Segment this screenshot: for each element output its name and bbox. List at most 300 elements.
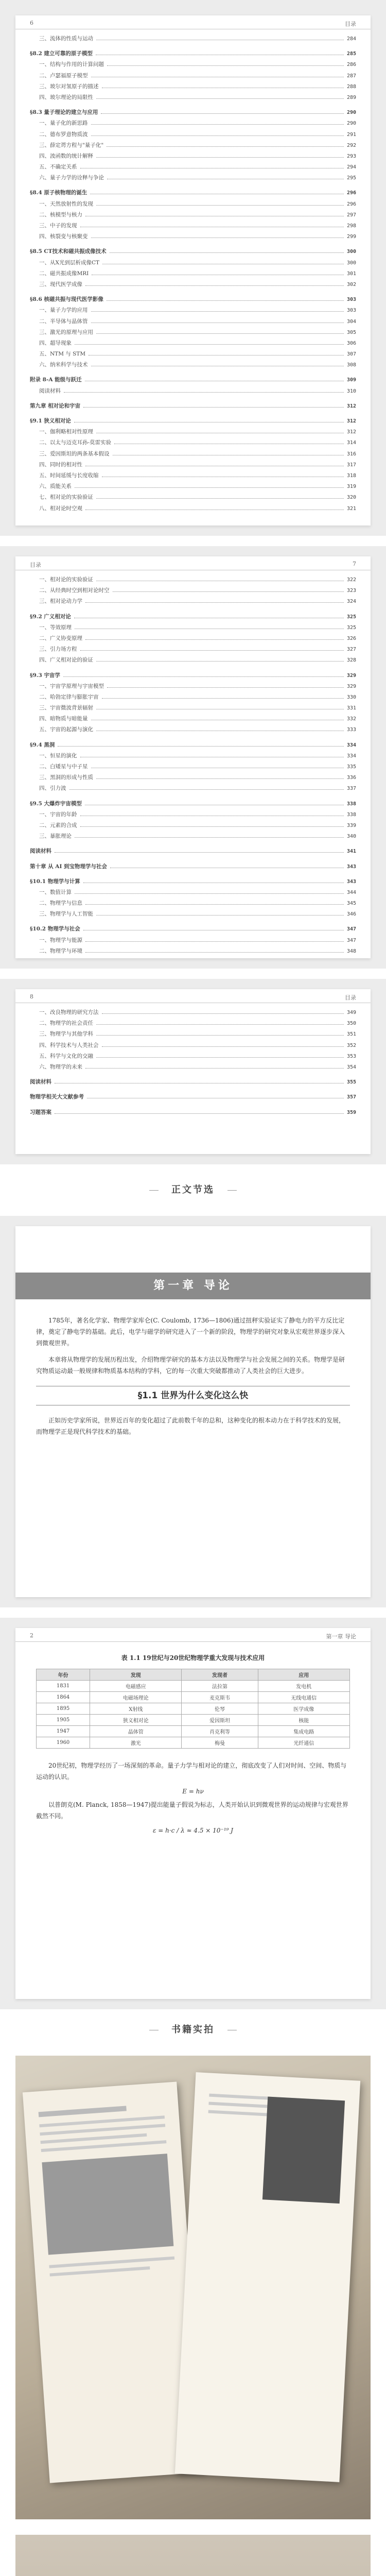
toc-leader-dots [58, 746, 344, 747]
toc-leader-dots [85, 952, 344, 953]
chapter-intro-paragraph: 1785年，著名化学家、物理学家库仑(C. Coulomb, 1736—1806)通过扭秤实验证实了静电力的平方反比定律，奠定了静电学的基础。此后，电学与磁学的研究进入了一个新的阶段，物理学的研究对象从宏观世界逐步深入到微观世界。 [36, 1317, 345, 1347]
toc-entry [30, 338, 356, 349]
table-cell: 晶体管 [90, 1726, 182, 1737]
toc-entry [30, 1051, 356, 1062]
table-cell: 无线电通信 [258, 1692, 349, 1703]
toc-leader-dots [75, 344, 344, 345]
page-number: 2 [30, 1632, 33, 1639]
toc-entry-page: 294 [346, 164, 356, 171]
table-cell: 狭义相对论 [90, 1715, 182, 1726]
toc-leader-dots [96, 915, 344, 916]
toc-entry-title: 四、核裂变与核聚变 [39, 233, 88, 240]
excerpt-panel [0, 1618, 386, 2009]
table-header-cell: 年份 [37, 1669, 90, 1681]
toc-entry-page: 292 [346, 142, 356, 148]
toc-entry-title: 阅读材料 [30, 1079, 51, 1086]
toc-entry-page: 299 [346, 234, 356, 240]
toc-entry-title: 一、宇宙的年龄 [39, 811, 77, 818]
toc-entry-title: 二、元素的合成 [39, 822, 77, 828]
toc-entry-page: 308 [346, 362, 356, 368]
toc-entry-page: 340 [346, 834, 356, 840]
toc-entry-page: 329 [346, 672, 356, 679]
toc-entry-page: 352 [346, 1042, 356, 1048]
toc-leader-dots [102, 1046, 344, 1047]
toc-leader-dots [96, 498, 344, 499]
toc-entry-page: 291 [346, 131, 356, 138]
toc-entry-page: 343 [346, 863, 356, 870]
toc-entry-title: 三、物理学与其他学科 [39, 1031, 93, 1038]
toc-leader-dots [85, 602, 344, 603]
table-header-cell: 应用 [258, 1669, 349, 1681]
section-divider-photos [0, 2020, 386, 2040]
toc-entry [30, 210, 356, 221]
toc-entry-title: 二、哈勃定律与膨胀宇宙 [39, 693, 99, 700]
toc-entry [30, 612, 356, 622]
toc-entry-title: 二、物理学的社会责任 [39, 1020, 93, 1027]
toc-page-1 [15, 15, 371, 526]
toc-entry-title: §9.1 狭义相对论 [30, 418, 71, 424]
toc-entry [30, 1092, 356, 1103]
toc-entry-title: 二、卢瑟福原子模型 [39, 72, 88, 79]
toc-entry-title: §9.2 广义相对论 [30, 613, 71, 620]
toc-entry-title: 一、天然放射性的发现 [39, 200, 93, 207]
book-photo-open-pages [15, 2056, 371, 2519]
toc-leader-dots [96, 98, 344, 99]
toc-entry-page: 347 [346, 937, 356, 943]
toc-entry-title: 一、伽利略相对性原理 [39, 429, 93, 435]
body-paragraph: 以普朗克(M. Planck, 1858—1947)提出能量子假说为标志，人类开始认识到微观世界的运动规律与宏观世界截然不同。 [36, 1801, 348, 1820]
table-cell: X射线 [90, 1703, 182, 1715]
table-row [37, 1715, 350, 1726]
toc-leader-dots [85, 285, 344, 286]
toc-entry-page: 353 [346, 1053, 356, 1059]
toc-entry [30, 703, 356, 714]
toc-entry [30, 1007, 356, 1018]
table-cell: 电磁感应 [90, 1681, 182, 1692]
toc-entry [30, 188, 356, 198]
toc-page-header [15, 989, 371, 1003]
table-cell: 光纤通信 [258, 1737, 349, 1749]
toc-entry [30, 1062, 356, 1073]
toc-entry-title: 一、数值计算 [39, 889, 72, 895]
toc-entry-page: 285 [346, 51, 356, 57]
toc-entry [30, 924, 356, 935]
toc-entry-page: 290 [346, 121, 356, 127]
table-cell: 核能 [258, 1715, 349, 1726]
toc-entry-title: §9.4 黑洞 [30, 741, 55, 748]
toc-entry-title: 附录 8-A 能级与跃迁 [30, 377, 82, 383]
toc-entry-title: §8.3 量子理论的建立与应用 [30, 109, 98, 116]
toc-entry [30, 470, 356, 481]
toc-entry-page: 309 [346, 377, 356, 383]
toc-leader-dots [85, 1068, 344, 1069]
toc-entry-page: 310 [346, 388, 356, 394]
toc-entry [30, 460, 356, 470]
toc-entry-page: 314 [346, 440, 356, 446]
toc-entry-title: 三、暴胀理论 [39, 833, 72, 840]
toc-entry-page: 349 [346, 1010, 356, 1015]
toc-entry [30, 1107, 356, 1118]
toc-entry-title: 六、质能关系 [39, 483, 72, 490]
chapter-intro-paragraph: 本章将从物理学的发展历程出发，介绍物理学研究的基本方法以及物理学与社会发展之间的关系。物理学是研究物质运动最一般规律和物质基本结构的学科，它的每一次重大突破都推动了人类社会的巨大进步。 [36, 1356, 345, 1375]
toc-entry-page: 303 [346, 308, 356, 314]
toc-entry [30, 349, 356, 360]
toc-entry [30, 305, 356, 316]
toc-entry-title: 一、结构与作用的计算问题 [39, 61, 104, 68]
section-divider-label: 书籍实拍 [171, 2024, 215, 2035]
toc-entry-title: 二、广义协变原理 [39, 635, 82, 641]
toc-leader-dots [85, 639, 344, 640]
toc-entry-page: 337 [346, 786, 356, 792]
toc-entry-page: 320 [346, 495, 356, 501]
chapter-title-band: 第一章 导论 [15, 1273, 371, 1299]
toc-entry [30, 129, 356, 140]
table-cell: 电磁场理论 [90, 1692, 182, 1703]
book-page-right-image [175, 2072, 360, 2482]
toc-entry [30, 633, 356, 644]
toc-entry-page: 334 [346, 753, 356, 759]
toc-entry-page: 288 [346, 83, 356, 90]
toc-entry [30, 258, 356, 268]
toc-entry-title: 一、量子化的新思路 [39, 120, 88, 127]
toc-entry [30, 33, 356, 44]
toc-entry-page: 290 [346, 110, 356, 116]
toc-entry [30, 360, 356, 370]
toc-entry [30, 151, 356, 162]
toc-entry-page: 357 [346, 1094, 356, 1100]
toc-leader-dots [75, 487, 344, 488]
toc-list [15, 29, 371, 519]
toc-leader-dots [80, 650, 344, 651]
table-cell: 发电机 [258, 1681, 349, 1692]
toc-leader-dots [83, 407, 344, 408]
toc-entry-page: 339 [346, 822, 356, 828]
toc-entry-title: 二、核模型与核力 [39, 211, 82, 218]
toc-entry-title: 阅读材料 [39, 387, 61, 394]
chapter-panel [0, 1216, 386, 1607]
toc-entry [30, 492, 356, 503]
toc-entry-title: 五、宇宙的起源与演化 [39, 726, 93, 733]
page-number: 7 [353, 561, 356, 567]
page-number: 6 [30, 20, 33, 26]
toc-entry-title: 四、超导现象 [39, 340, 72, 346]
body-paragraph: 20世纪初，物理学经历了一场深刻的革命。量子力学与相对论的建立，彻底改变了人们对时间、空间、物质与运动的认识。 [36, 1762, 347, 1781]
toc-leader-dots [113, 591, 344, 592]
toc-leader-dots [101, 113, 344, 114]
toc-entry [30, 246, 356, 257]
toc-leader-dots [102, 698, 344, 699]
toc-entry-page: 286 [346, 62, 356, 68]
section-paragraph: 正如历史学家所说，世界近百年的变化超过了此前数千年的总和，这种变化的根本动力在于科学技术的发展，而物理学正是现代科学技术的基础。 [36, 1417, 345, 1435]
toc-entry-title: 四、暗物质与暗能量 [39, 716, 88, 722]
toc-entry-title: 二、物理学与环境 [39, 947, 82, 954]
toc-list [15, 1003, 371, 1123]
toc-entry-title: 三、爱因斯坦的两条基本假设 [39, 450, 110, 457]
toc-entry [30, 831, 356, 842]
toc-entry-title: 四、玻尔理论的局限性 [39, 94, 93, 100]
toc-entry-page: 317 [346, 462, 356, 468]
toc-entry [30, 1029, 356, 1040]
toc-leader-dots [63, 676, 344, 677]
toc-entry-title: 三、引力场方程 [39, 646, 77, 653]
toc-entry-title: 八、相对论时空观 [39, 505, 82, 512]
toc-leader-dots [64, 392, 344, 393]
toc-leader-dots [110, 252, 344, 253]
toc-entry [30, 401, 356, 412]
toc-entry-title: 二、磁共振成像MRI [39, 270, 89, 277]
toc-entry [30, 386, 356, 397]
toc-entry-title: 四、科学技术与人类社会 [39, 1042, 99, 1048]
toc-entry [30, 574, 356, 585]
toc-entry [30, 294, 356, 305]
toc-page-header [15, 15, 371, 29]
toc-entry [30, 809, 356, 820]
toc-entry-page: 341 [346, 849, 356, 855]
toc-entry-title: 一、量子力学的应用 [39, 307, 88, 314]
toc-leader-dots [96, 1035, 344, 1036]
toc-entry-title: 二、白矮星与中子星 [39, 764, 88, 770]
table-cell: 伦琴 [182, 1703, 258, 1715]
toc-entry-title: §8.2 建立可靠的原子模型 [30, 50, 93, 57]
table-cell: 肖克利等 [182, 1726, 258, 1737]
toc-entry-page: 324 [346, 599, 356, 605]
toc-entry-page: 327 [346, 647, 356, 653]
page-running-head: 目录 [345, 994, 356, 1001]
toc-entry [30, 279, 356, 290]
toc-entry-title: 一、宇宙学原理与宇宙模型 [39, 683, 104, 689]
toc-entry [30, 909, 356, 920]
toc-entry-page: 284 [346, 36, 356, 42]
page-running-head: 第一章 导论 [326, 1633, 356, 1640]
toc-entry [30, 221, 356, 231]
toc-entry-page: 306 [346, 340, 356, 346]
toc-entry-page: 316 [346, 451, 356, 457]
toc-leader-dots [96, 205, 344, 206]
toc-leader-dots [96, 333, 344, 334]
toc-entry-page: 312 [346, 418, 356, 424]
toc-entry [30, 375, 356, 385]
table-cell: 法拉第 [182, 1681, 258, 1692]
book-page-left-image [23, 2081, 204, 2483]
table-row [37, 1681, 350, 1692]
toc-entry-page: 319 [346, 484, 356, 490]
formula: E = hν [182, 1788, 204, 1795]
toc-entry [30, 655, 356, 666]
toc-entry-title: 四、波函数的统计解释 [39, 152, 93, 159]
toc-entry [30, 692, 356, 703]
toc-entry-page: 344 [346, 889, 356, 895]
toc-entry [30, 898, 356, 909]
toc-entry-page: 325 [346, 614, 356, 620]
toc-entry [30, 585, 356, 596]
toc-entry-page: 329 [346, 683, 356, 689]
toc-entry-page: 359 [346, 1109, 356, 1115]
toc-entry-title: 三、现代医学成像 [39, 281, 82, 287]
toc-entry-title: 二、以太与迈克耳孙-莫雷实验 [39, 439, 112, 446]
toc-entry [30, 449, 356, 460]
toc-entry [30, 670, 356, 681]
table-body [37, 1681, 350, 1749]
table-row [37, 1703, 350, 1715]
toc-entry [30, 437, 356, 448]
toc-entry [30, 231, 356, 242]
table-cell: 梅曼 [182, 1737, 258, 1749]
toc-entry-page: 328 [346, 657, 356, 664]
toc-entry [30, 644, 356, 655]
toc-entry-title: 一、从X光到层析成像CT [39, 259, 100, 266]
toc-entry-title: 四、引力波 [39, 785, 66, 792]
toc-entry-page: 321 [346, 505, 356, 512]
toc-entry [30, 887, 356, 898]
toc-entry-title: 三、物理学与人工智能 [39, 911, 93, 918]
toc-entry-page: 312 [346, 429, 356, 435]
toc-entry-title: §10.1 物理学与计算 [30, 878, 80, 885]
toc-entry-page: 343 [346, 878, 356, 885]
table-cell: 麦克斯韦 [182, 1692, 258, 1703]
toc-entry-page: 335 [346, 764, 356, 770]
toc-entry [30, 327, 356, 338]
page-running-head: 目录 [345, 21, 356, 27]
toc-entry-page: 338 [346, 801, 356, 807]
toc-entry [30, 1077, 356, 1088]
toc-entry-title: 六、物理学的未来 [39, 1063, 82, 1070]
toc-entry-title: 阅读材料 [30, 848, 51, 855]
page-number: 8 [30, 993, 33, 1000]
toc-entry-page: 289 [346, 94, 356, 100]
toc-leader-dots [91, 311, 344, 312]
toc-entry [30, 772, 356, 783]
toc-entry-page: 331 [346, 705, 356, 711]
toc-entry-page: 295 [346, 175, 356, 181]
section-title: §1.1 世界为什么变化这么快 [36, 1386, 350, 1405]
toc-entry-page: 307 [346, 351, 356, 358]
page-running-head: 目录 [30, 562, 41, 568]
excerpt-page [15, 1628, 371, 1999]
toc-entry-title: 二、半导体与晶体管 [39, 318, 88, 325]
toc-entry-title: §8.6 核磁共振与现代医学影像 [30, 296, 103, 303]
toc-entry [30, 71, 356, 81]
toc-entry [30, 173, 356, 183]
toc-entry-title: 一、恒星的演化 [39, 752, 77, 759]
toc-entry-title: §9.5 大爆炸宇宙模型 [30, 800, 82, 807]
table-cell: 1864 [37, 1692, 90, 1703]
toc-entry [30, 199, 356, 210]
toc-leader-dots [96, 157, 344, 158]
toc-entry-title: 三、相对论动力学 [39, 598, 82, 605]
toc-leader-dots [107, 146, 344, 147]
toc-entry-page: 301 [346, 270, 356, 277]
table-cell: 爱因斯坦 [182, 1715, 258, 1726]
toc-entry-page: 300 [346, 260, 356, 266]
toc-entry-page: 287 [346, 73, 356, 79]
table-cell: 集成电路 [258, 1726, 349, 1737]
toc-entry [30, 876, 356, 887]
toc-entry-page: 332 [346, 716, 356, 722]
toc-leader-dots [107, 300, 344, 301]
toc-entry-page: 296 [346, 190, 356, 196]
toc-entry-title: 三、激光的原理与应用 [39, 329, 93, 335]
toc-entry [30, 1040, 356, 1051]
toc-leader-dots [69, 789, 344, 790]
toc-leader-dots [85, 941, 344, 942]
toc-leader-dots [107, 687, 344, 688]
section-divider-label: 正文节选 [171, 1184, 215, 1195]
table-header-cell: 发现者 [182, 1669, 258, 1681]
toc-entry-title: 五、NTM 与 STM [39, 351, 86, 358]
toc-entry-page: 338 [346, 811, 356, 818]
toc-entry-title: 三、玻尔对氢原子的描述 [39, 83, 99, 90]
toc-entry [30, 140, 356, 151]
toc-entry [30, 503, 356, 514]
toc-leader-dots [75, 837, 344, 838]
toc-entry-page: 326 [346, 635, 356, 641]
toc-leader-dots [91, 124, 344, 125]
toc-entry-title: §8.5 CT技术和磁共振成像技术 [30, 248, 107, 255]
toc-entry [30, 162, 356, 173]
toc-entry [30, 416, 356, 427]
table-cell: 1895 [37, 1703, 90, 1715]
book-photo-cover [15, 2535, 371, 2576]
toc-entry [30, 861, 356, 872]
table-header-row [37, 1669, 350, 1681]
toc-page-header [15, 556, 371, 570]
toc-entry-title: 一、等效原理 [39, 624, 72, 631]
toc-entry-page: 346 [346, 911, 356, 918]
toc-entry [30, 622, 356, 633]
toc-entry-title: 六、量子力学的诠释与争论 [39, 175, 104, 181]
toc-page-3 [15, 989, 371, 1154]
toc-panel-3 [0, 979, 386, 1164]
toc-entry-title: 四、同时的相对性 [39, 461, 82, 468]
toc-entry-title: 三、流体的性质与运动 [39, 36, 93, 42]
toc-leader-dots [96, 778, 344, 779]
toc-entry [30, 107, 356, 118]
toc-entry-page: 300 [346, 249, 356, 255]
table-row [37, 1737, 350, 1749]
toc-leader-dots [85, 904, 344, 905]
toc-entry-page: 297 [346, 212, 356, 218]
toc-entry-title: 五、时间延缓与长度收缩 [39, 472, 99, 479]
excerpt-page-header [15, 1628, 371, 1642]
table-header-cell: 发现 [90, 1669, 182, 1681]
toc-entry-page: 351 [346, 1031, 356, 1038]
toc-entry-page: 345 [346, 901, 356, 907]
toc-entry-page: 323 [346, 588, 356, 594]
toc-list [15, 570, 371, 962]
toc-entry [30, 427, 356, 437]
toc-entry-page: 347 [346, 926, 356, 933]
table-cell: 医学成像 [258, 1703, 349, 1715]
toc-entry-page: 298 [346, 223, 356, 229]
toc-page-2 [15, 556, 371, 958]
toc-entry-title: 三、薛定谔方程与"量子化" [39, 142, 104, 148]
toc-entry-title: 三、中子的发现 [39, 223, 77, 229]
toc-entry [30, 935, 356, 946]
toc-entry-title: §10.2 物理学与社会 [30, 926, 80, 933]
table-cell: 1831 [37, 1681, 90, 1692]
toc-entry-page: 318 [346, 472, 356, 479]
toc-entry-page: 322 [346, 577, 356, 583]
toc-entry [30, 316, 356, 327]
toc-leader-dots [107, 65, 344, 66]
formula: ε = h·c / λ ≈ 4.5 × 10⁻¹⁹ J [153, 1827, 233, 1834]
toc-entry [30, 761, 356, 772]
table-cell: 激光 [90, 1737, 182, 1749]
table-cell: 1947 [37, 1726, 90, 1737]
toc-entry [30, 48, 356, 59]
toc-entry-page: 303 [346, 297, 356, 303]
toc-leader-dots [96, 1024, 344, 1025]
